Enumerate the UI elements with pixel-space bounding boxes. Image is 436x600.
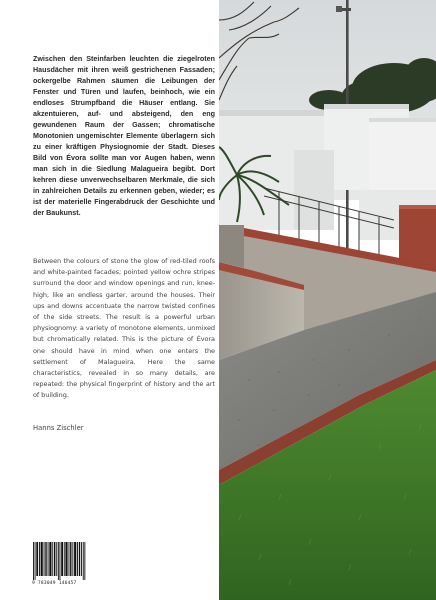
isbn-barcode	[32, 542, 86, 592]
german-text: Zwischen den Steinfarben leuchten die ziegelroten Hausdächer mit ihren weiß gestrichenen Fassaden; ockergelbe Rahmen säumen die Leibungen der Fenster und Türen und laufen, beinhoch, wie ein endloses Strumpfband die Häuser entlang. Sie akzentuieren, auf- und absteigend, den eng gewundenen Raum der Gassen; chromatische Monotonien ungemischter Elemente überlagern sich zu einer kräftigen Physiognomie der Stadt. Dieses Bild von Évora sollte man vor Augen haben, wenn man sich in die Siedlung Malagueira begibt. Dort kehren diese unverwechselbaren Merkmale, die sich in zahlreichen Details zu erkennen geben, wieder; es ist der materielle Fingerabdruck der Geschichte und der Baukunst.	[33, 55, 215, 217]
author-name: Hanns Zischler	[33, 424, 84, 432]
english-text: Between the colours of stone the glow of red-tiled roofs and white-painted facades; pointed yellow ochre stripes surround the door and window openings and run, knee-high, like an endless garter, around the houses. Their ups and downs accentuate the narrow twisted confines of the side streets. The result is a powerful urban physiognomy: a variety of monotone elements, unmixed but chromatically related. This is the picture of Évora one should have in mind when one enters the settlement of Malagueira. Here the same characteristics, revealed in so many details, are repeated: the physical fingerprint of history and the art of building.	[33, 257, 215, 400]
cover-photo	[219, 0, 436, 600]
barcode-bars	[32, 542, 86, 580]
barcode-number: 9 783049 146457	[32, 581, 77, 586]
